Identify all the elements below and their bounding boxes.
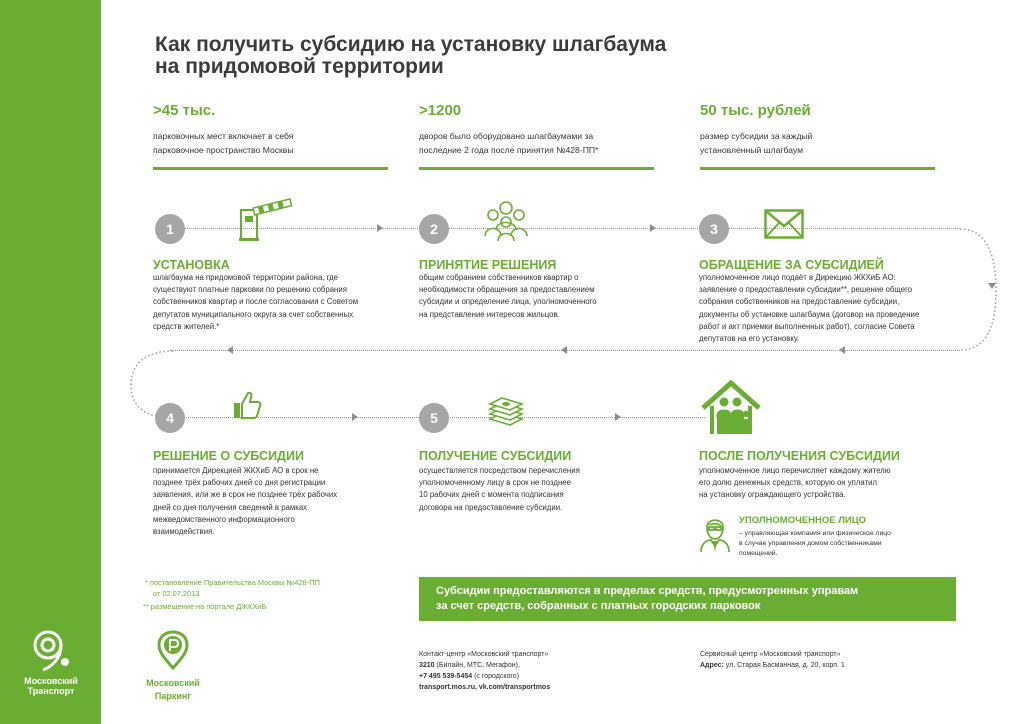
thumbs-up-icon — [232, 390, 262, 420]
transport-logo-line1: Московский — [24, 676, 78, 686]
envelope-icon — [764, 209, 804, 239]
stat-value: 50 тыс. рублей — [700, 102, 811, 119]
step-4-text — [153, 465, 393, 538]
step-final-text — [699, 465, 949, 502]
step-text-line: его долю денежных средств, которую он уплатил — [699, 478, 878, 488]
stat-text-line: последние 2 года после принятия №428-ПП* — [419, 145, 599, 155]
stat-value: >45 тыс. — [153, 102, 216, 119]
stat-underline — [419, 167, 654, 170]
title-line2: на придомовой территории — [155, 55, 444, 78]
step-text-line: субсидии и определение лица, уполномоченного — [419, 297, 597, 307]
step-text-line: позднее трёх рабочих дней со дня регистрации — [153, 478, 326, 488]
step-number-badge: 2 — [419, 214, 449, 244]
moscow-parking-logo — [141, 630, 205, 701]
step-3-heading: ОБРАЩЕНИЕ ЗА СУБСИДИЕЙ — [699, 258, 884, 272]
step-text-line: собрания собственников на предоставление субсидии, — [699, 297, 900, 307]
representative-text-line: помещений. — [739, 550, 778, 557]
parking-pin-icon — [156, 630, 190, 670]
representative-text — [739, 529, 914, 559]
step-number-badge: 5 — [419, 403, 449, 433]
contact-short-line — [419, 660, 550, 671]
step-text-line: 10 рабочих дней с момента подписания — [419, 490, 564, 500]
representative-text-line: в случае управления домом собственниками — [739, 540, 882, 547]
title-line1: Как получить субсидию на установку шлагбаума — [155, 33, 667, 56]
contact-label: Контакт-центр «Московский транспорт» — [419, 651, 549, 658]
flow-arrow-left-icon — [227, 346, 233, 354]
barrier-gate-icon — [238, 198, 294, 242]
step-text-line: межведомственного информационного — [153, 514, 295, 524]
footnote-line: * постановление Правительства Москвы №428-ПП — [145, 578, 320, 587]
sidebar-band — [0, 0, 101, 724]
step-text-line: уполномоченному лицу в срок не позднее — [419, 478, 571, 488]
residents-group-icon — [484, 200, 528, 242]
step-5-heading: ПОЛУЧЕНИЕ СУБСИДИИ — [419, 449, 572, 463]
stat-text-line: размер субсидии за каждый — [700, 131, 813, 141]
step-1-text — [153, 272, 393, 333]
contact-links[interactable]: transport.mos.ru, vk.com/transportmos — [419, 684, 551, 691]
flow-arrow-left-icon — [839, 346, 845, 354]
stat-value: >1200 — [419, 102, 462, 119]
contact-short-note: (Билайн, МТС, Мегафон), — [434, 662, 520, 669]
service-address: ул. Старая Басманная, д. 20, корп. 1 — [723, 662, 845, 669]
flow-arrow-icon — [352, 413, 358, 421]
service-address-label: Адрес: — [700, 662, 724, 669]
footnote-decree — [145, 577, 320, 599]
stat-text-line: дворов было оборудовано шлагбаумами за — [419, 131, 594, 141]
step-text-line: взаимодействия. — [153, 527, 215, 537]
contact-phone-note: (с городского) — [472, 673, 520, 680]
step-text-line: общим собранием собственников квартир о — [419, 273, 579, 282]
stat-text-line: парковочных мест включает в себя — [153, 131, 294, 141]
step-text-line: заявления, или же в срок не позднее трёх рабочих — [153, 490, 338, 500]
contact-short-number: 3210 — [419, 662, 435, 669]
parking-logo-line2: Паркинг — [154, 691, 192, 701]
step-2-text — [419, 272, 649, 321]
representative-person-icon — [700, 515, 730, 553]
step-text-line: договора на предоставление субсидии. — [419, 502, 563, 512]
representative-heading: УПОЛНОМОЧЕННОЕ ЛИЦО — [739, 515, 867, 526]
step-text-line: принимается Дирекцией ЖКХиБ АО в срок не — [153, 466, 319, 475]
contact-phone[interactable]: +7 495 539-5454 — [419, 673, 473, 680]
stat-yards — [419, 102, 654, 170]
transport-logo-line2: Транспорт — [27, 686, 75, 696]
step-text-line: работ и акт приемки выполненных работ), согласие Совета — [699, 321, 915, 331]
moscow-transport-logo — [14, 628, 88, 696]
flow-arrow-icon — [615, 413, 621, 421]
step-number-badge: 3 — [699, 214, 729, 244]
step-text-line: на представление интересов жильцов. — [419, 309, 560, 319]
step-text-line: депутатов на его установку. — [699, 334, 800, 344]
step-text-line: депутатов муниципального округа за счет собственных — [153, 309, 354, 319]
stat-underline — [700, 167, 935, 170]
footnote-portal: ** размещение на портале ДЖКХиБ — [143, 602, 267, 611]
step-text-line: шлагбаума на придомовой территории района, где — [153, 273, 339, 282]
step-text-line: на установку ограждающего устройства. — [699, 490, 846, 500]
service-address-line — [700, 660, 845, 671]
stat-text-line: установленный шлагбаум — [700, 145, 803, 155]
step-number-badge: 1 — [155, 214, 185, 244]
flow-arrow-down-icon — [988, 283, 996, 289]
contact-phone-line — [419, 671, 550, 682]
step-number-badge: 4 — [155, 403, 185, 433]
subsidy-banner — [419, 577, 956, 621]
step-text-line: существуют платные парковки по решению собрания — [153, 285, 347, 295]
stat-subsidy-amount — [700, 102, 935, 170]
step-text-line: уполномоченное лицо перечисляет каждому жителю — [699, 466, 891, 475]
transport-logo-icon — [31, 628, 71, 672]
step-1-heading: УСТАНОВКА — [153, 258, 230, 272]
service-label: Сервисный центр «Московский транспорт» — [700, 651, 841, 658]
stat-parking-spaces — [153, 102, 388, 170]
family-house-icon — [700, 380, 762, 435]
service-center-info — [700, 649, 845, 671]
representative-text-line: – управляющая компания или физическое лицо — [739, 530, 891, 537]
flow-arrow-icon — [650, 224, 656, 232]
step-text-line: необходимости обращения за предоставлением — [419, 285, 595, 295]
step-final-heading: ПОСЛЕ ПОЛУЧЕНИЯ СУБСИДИИ — [699, 449, 900, 463]
step-text-line: средств жителей.* — [153, 321, 220, 331]
parking-logo-line1: Московский — [146, 678, 200, 688]
step-text-line: уполномоченное лицо подаёт в Дирекцию ЖКХиБ АО: — [699, 273, 896, 282]
stat-text-line: парковочное пространство Москвы — [153, 145, 294, 155]
step-2-heading: ПРИНЯТИЕ РЕШЕНИЯ — [419, 258, 557, 272]
flow-arrow-icon — [377, 224, 383, 232]
step-4-heading: РЕШЕНИЕ О СУБСИДИИ — [153, 449, 304, 463]
step-text-line: документы об установке шлагбаума (договор на проведение — [699, 309, 920, 319]
stat-underline — [153, 167, 388, 170]
step-3-text — [699, 272, 959, 345]
step-text-line: дней со дня получения сведений в рамках — [153, 502, 308, 512]
banner-line: за счет средств, собранных с платных городских парковок — [436, 600, 761, 612]
stat-text — [700, 129, 935, 163]
banner-line: Субсидии предоставляются в пределах средств, предусмотренных управам — [436, 585, 859, 597]
step-text-line: заявление о предоставлении субсидии**, решение общего — [699, 285, 913, 295]
page-title — [155, 34, 666, 78]
footnote-line: от 02.07.2013 — [153, 589, 200, 598]
stat-text — [419, 129, 654, 163]
contact-center-info — [419, 649, 550, 693]
stat-text — [153, 129, 388, 163]
flow-arrow-left-icon — [561, 346, 567, 354]
step-text-line: осуществляется посредством перечисления — [419, 466, 580, 475]
step-5-text — [419, 465, 649, 514]
step-text-line: собственников квартир и после согласования с Советом — [153, 297, 359, 307]
money-stack-icon — [486, 395, 524, 427]
